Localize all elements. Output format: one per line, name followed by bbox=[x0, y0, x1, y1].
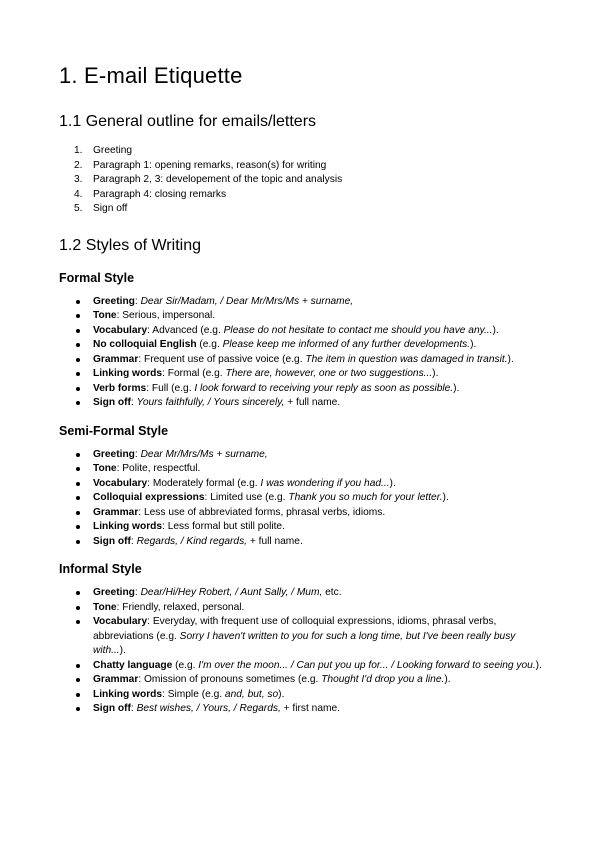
item-text: : Polite, respectful. bbox=[116, 463, 201, 474]
item-text: ). bbox=[444, 674, 451, 685]
item-text: + full name. bbox=[247, 535, 303, 547]
item-text: : Limited use (e.g. bbox=[204, 492, 289, 503]
outline-item bbox=[59, 188, 549, 203]
outline-item bbox=[59, 202, 549, 217]
item-text: : Friendly, relaxed, personal. bbox=[116, 601, 245, 613]
item-text: ). bbox=[492, 324, 499, 336]
item-label: Linking words bbox=[93, 521, 163, 532]
item-example: Sorry I haven't written to you for such a long time, but I've been really busy with... bbox=[93, 630, 516, 656]
item-label: Linking words bbox=[93, 688, 163, 700]
bullet-icon bbox=[76, 467, 80, 471]
item-text: : bbox=[130, 397, 137, 408]
outline-list bbox=[59, 144, 549, 217]
outline-item-number: 3. bbox=[74, 174, 83, 185]
item-example: I look forward to receiving your reply as soon as possible. bbox=[194, 382, 454, 394]
bullet-icon bbox=[76, 693, 80, 697]
semiformal-style-item bbox=[59, 448, 549, 463]
informal-style-item bbox=[59, 586, 549, 601]
item-text: (e.g. bbox=[172, 659, 199, 671]
page-title: 1. E-mail Etiquette bbox=[59, 63, 243, 88]
bullet-icon bbox=[76, 343, 80, 347]
subheading-informal-style: Informal Style bbox=[59, 562, 142, 576]
informal-style-item bbox=[59, 702, 549, 717]
outline-item-number: 2. bbox=[74, 159, 83, 171]
item-example: Dear Mr/Mrs/Ms + surname, bbox=[140, 448, 268, 460]
item-example: The item in question was damaged in transit. bbox=[305, 353, 508, 365]
item-text: : Omission of pronouns sometimes (e.g. bbox=[138, 674, 322, 685]
item-example: Regards, / Kind regards, bbox=[136, 535, 248, 547]
outline-item-number: 1. bbox=[74, 145, 83, 156]
item-label: Tone bbox=[93, 463, 117, 474]
outline-item bbox=[59, 159, 549, 174]
item-text: : bbox=[130, 535, 137, 547]
bullet-icon bbox=[76, 540, 80, 544]
item-label: Greeting bbox=[93, 448, 135, 460]
subheading-formal-style: Formal Style bbox=[59, 270, 135, 285]
item-text: : Formal (e.g. bbox=[162, 368, 226, 379]
item-text: ). bbox=[389, 477, 396, 489]
informal-style-list bbox=[59, 586, 549, 717]
bullet-icon bbox=[76, 401, 80, 405]
item-label: Sign off bbox=[93, 397, 131, 408]
formal-style-item bbox=[59, 309, 549, 324]
informal-style-item bbox=[59, 673, 549, 688]
item-label: Greeting bbox=[93, 295, 135, 307]
bullet-icon bbox=[76, 358, 80, 362]
formal-style-item bbox=[59, 367, 549, 382]
semiformal-style-item bbox=[59, 462, 549, 477]
semiformal-style-item bbox=[59, 477, 549, 492]
item-example: Thought I'd drop you a line. bbox=[321, 674, 445, 685]
item-label: Vocabulary bbox=[93, 324, 148, 336]
item-text: etc. bbox=[322, 587, 342, 598]
item-label: No colloquial English bbox=[93, 339, 197, 350]
bullet-icon bbox=[76, 314, 80, 318]
bullet-icon bbox=[76, 664, 80, 668]
document-page bbox=[59, 62, 549, 729]
bullet-icon bbox=[76, 525, 80, 529]
item-label: Grammar bbox=[93, 353, 139, 365]
semiformal-style-item bbox=[59, 506, 549, 521]
bullet-icon bbox=[76, 591, 80, 595]
item-text: + first name. bbox=[280, 703, 340, 714]
bullet-icon bbox=[76, 496, 80, 500]
bullet-icon bbox=[76, 372, 80, 376]
informal-style-item bbox=[59, 688, 549, 703]
item-text: : Less formal but still polite. bbox=[162, 521, 285, 532]
item-text: : Less use of abbreviated forms, phrasal verbs, idioms. bbox=[138, 506, 386, 518]
item-label: Colloquial expressions bbox=[93, 492, 205, 503]
item-label: Grammar bbox=[93, 506, 139, 518]
item-label: Vocabulary bbox=[93, 477, 148, 489]
outline-item-number: 4. bbox=[74, 188, 83, 200]
item-label: Tone bbox=[93, 310, 117, 321]
outline-item bbox=[59, 144, 549, 159]
item-label: Sign off bbox=[93, 703, 131, 714]
item-label: Verb forms bbox=[93, 382, 147, 394]
item-example: Yours faithfully, / Yours sincerely, bbox=[136, 397, 285, 408]
item-text: : bbox=[134, 448, 141, 460]
item-text: : Full (e.g. bbox=[146, 382, 195, 394]
item-text: (e.g. bbox=[196, 339, 223, 350]
formal-style-item bbox=[59, 295, 549, 310]
item-example: There are, however, one or two suggestions... bbox=[225, 368, 433, 379]
item-text: ). bbox=[432, 368, 439, 379]
bullet-icon bbox=[76, 511, 80, 515]
item-text: : bbox=[134, 295, 141, 307]
bullet-icon bbox=[76, 606, 80, 610]
item-text: ). bbox=[442, 492, 449, 503]
informal-style-item bbox=[59, 659, 549, 674]
item-example: Thank you so much for your letter. bbox=[288, 492, 443, 503]
bullet-icon bbox=[76, 387, 80, 391]
semiformal-style-item bbox=[59, 491, 549, 506]
subheading-semi-formal-style: Semi-Formal Style bbox=[59, 423, 169, 438]
bullet-icon bbox=[76, 329, 80, 333]
item-text: : bbox=[134, 587, 141, 598]
formal-style-item bbox=[59, 396, 549, 411]
item-text: ). bbox=[453, 382, 460, 394]
item-text: : Simple (e.g. bbox=[162, 688, 225, 700]
item-example: Dear/Hi/Hey Robert, / Aunt Sally, / Mum, bbox=[140, 587, 323, 598]
outline-item-text: Paragraph 2, 3: developement of the topic and analysis bbox=[93, 174, 343, 185]
item-text: : Serious, impersonal. bbox=[116, 310, 216, 321]
item-text: : Frequent use of passive voice (e.g. bbox=[138, 353, 306, 365]
item-example: I'm over the moon... / Can put you up for... / Looking forward to seeing you. bbox=[198, 659, 536, 671]
item-text: ). bbox=[470, 339, 477, 350]
bullet-icon bbox=[76, 620, 80, 624]
section-heading-general-outline: 1.1 General outline for emails/letters bbox=[59, 113, 317, 130]
item-text: : Advanced (e.g. bbox=[147, 324, 224, 336]
semiformal-style-item bbox=[59, 535, 549, 550]
item-label: Greeting bbox=[93, 587, 135, 598]
item-example: Please keep me informed of any further developments. bbox=[222, 339, 471, 350]
outline-item-text: Paragraph 1: opening remarks, reason(s) for writing bbox=[93, 159, 327, 171]
formal-style-list bbox=[59, 295, 549, 411]
formal-style-item bbox=[59, 382, 549, 397]
item-example: I was wondering if you had... bbox=[260, 477, 390, 489]
item-text: ). bbox=[507, 353, 514, 365]
item-label: Tone bbox=[93, 601, 117, 613]
item-text: : Moderately formal (e.g. bbox=[147, 477, 261, 489]
informal-style-item bbox=[59, 601, 549, 616]
item-text: ). bbox=[278, 688, 285, 700]
item-example: Please do not hesitate to contact me should you have any... bbox=[223, 324, 493, 336]
outline-item bbox=[59, 173, 549, 188]
section-heading-styles-of-writing: 1.2 Styles of Writing bbox=[59, 236, 201, 254]
bullet-icon bbox=[76, 300, 80, 304]
outline-item-text: Sign off bbox=[93, 203, 128, 214]
item-example: Best wishes, / Yours, / Regards, bbox=[136, 703, 281, 714]
item-text: ). bbox=[535, 659, 542, 671]
outline-item-text: Paragraph 4: closing remarks bbox=[93, 188, 227, 200]
bullet-icon bbox=[76, 453, 80, 457]
informal-style-item bbox=[59, 615, 549, 659]
formal-style-item bbox=[59, 324, 549, 339]
formal-style-item bbox=[59, 338, 549, 353]
formal-style-item bbox=[59, 353, 549, 368]
item-label: Linking words bbox=[93, 368, 163, 379]
item-text: ). bbox=[119, 645, 126, 656]
semiformal-style-item bbox=[59, 520, 549, 535]
outline-item-text: Greeting bbox=[93, 145, 133, 156]
semi-formal-style-list bbox=[59, 448, 549, 550]
item-text: + full name. bbox=[284, 397, 341, 408]
bullet-icon bbox=[76, 707, 80, 711]
bullet-icon bbox=[76, 678, 80, 682]
item-label: Sign off bbox=[93, 535, 131, 547]
outline-item-number: 5. bbox=[74, 203, 83, 214]
bullet-icon bbox=[76, 482, 80, 486]
item-example: and, but, so bbox=[224, 688, 279, 700]
item-text: : Everyday, with frequent use of colloquial expressions, idioms, phrasal verbs, abbreviations (e.g. bbox=[93, 616, 497, 642]
item-label: Chatty language bbox=[93, 659, 173, 671]
item-text: : bbox=[130, 703, 137, 714]
item-label: Grammar bbox=[93, 674, 139, 685]
item-example: Dear Sir/Madam, / Dear Mr/Mrs/Ms + surname, bbox=[140, 295, 354, 307]
item-label: Vocabulary bbox=[93, 616, 148, 627]
